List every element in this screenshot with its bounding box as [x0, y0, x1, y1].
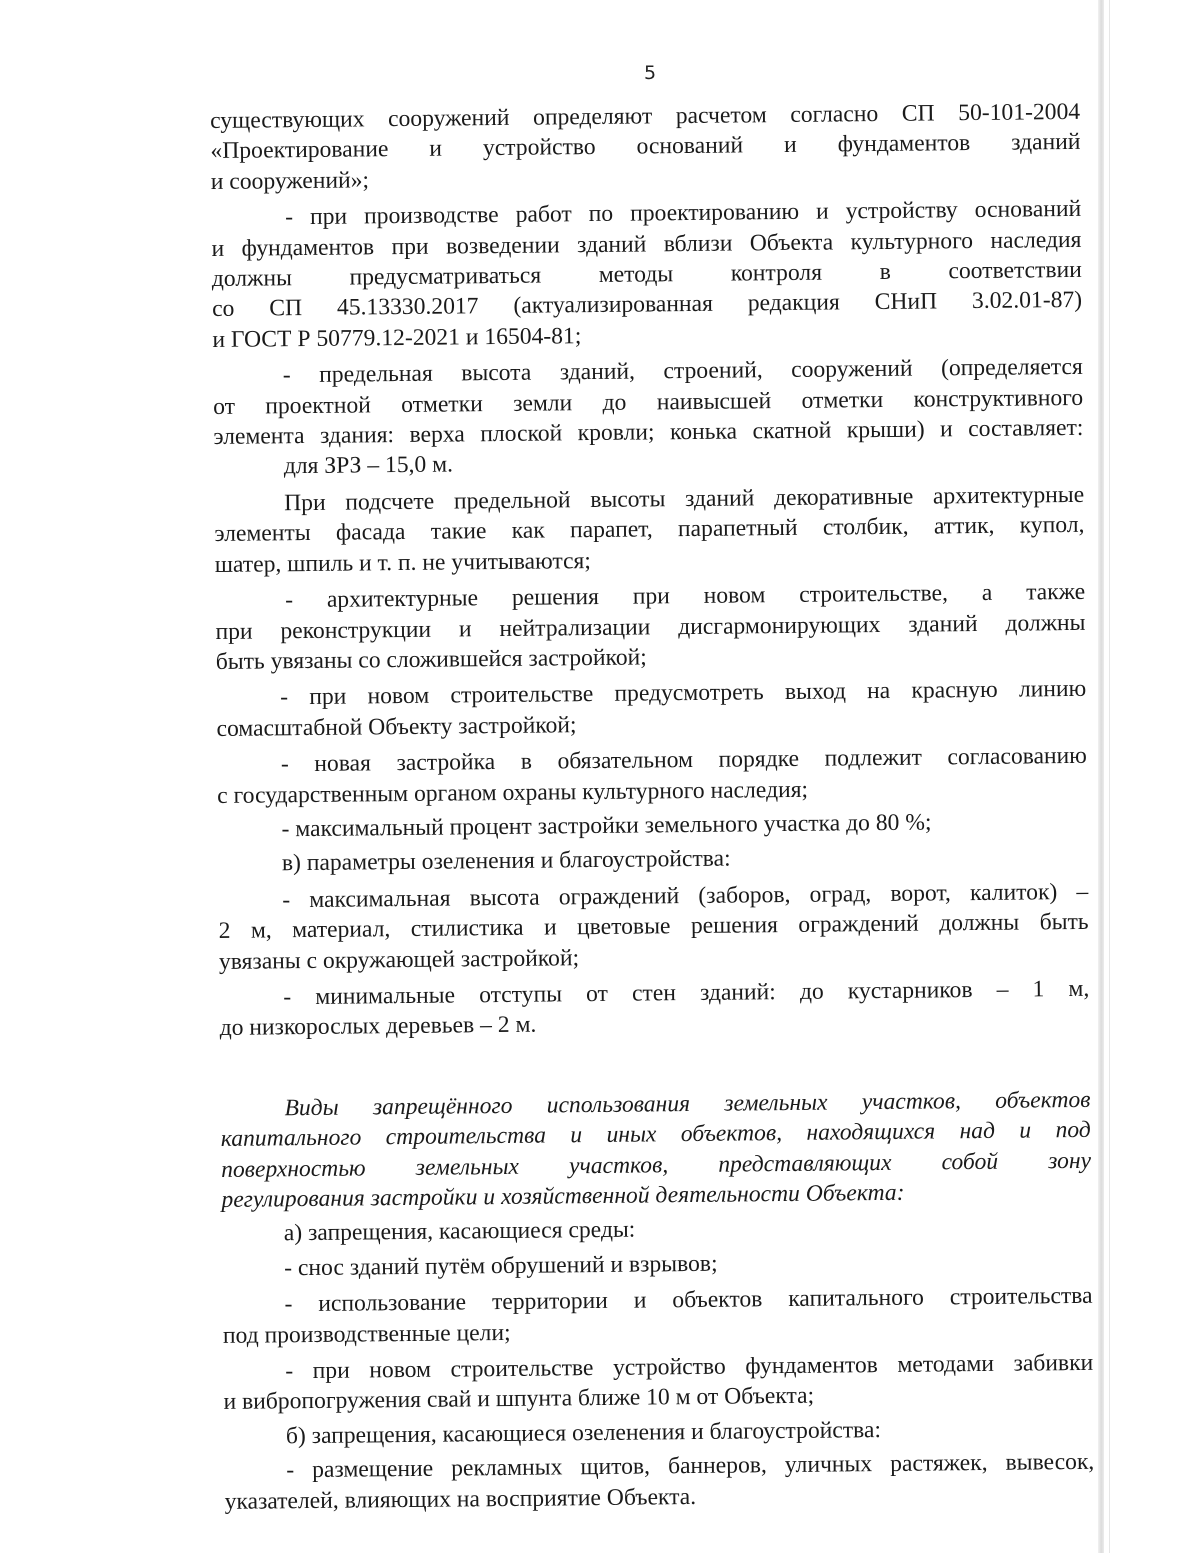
text-line: шатер, шпиль и т. п. не учитываются; [214, 547, 592, 578]
paragraph [224, 1447, 1095, 1517]
section-heading [220, 1085, 1091, 1216]
text-line: - архитектурные решения при новом строительстве, а также [285, 578, 1086, 614]
text-line: при реконструкции и нейтрализации дисгармонирующих зданий должны [215, 609, 1086, 645]
paragraph [211, 194, 1083, 355]
text-line: существующих сооружений определяют расчетом согласно СП 50-101-2004 [210, 98, 1081, 134]
text-line: - при новом строительстве предусмотреть выход на красную линию [280, 676, 1087, 711]
text-line: с государственным органом охраны культурного наследия; [217, 776, 809, 809]
text-line: - снос зданий путём обрушений и взрывов; [284, 1250, 718, 1282]
text-line: При подсчете предельной высоты зданий декоративные архитектурные [284, 481, 1085, 517]
text-line: до низкорослых деревьев – 2 м. [219, 1012, 537, 1042]
text-line: для ЗРЗ – 15,0 м. [283, 451, 454, 480]
text-line: - использование территории и объектов капитального строительства [284, 1283, 1093, 1318]
text-line: - при производстве работ по проектированию и устройству оснований [285, 196, 1082, 231]
paragraph [222, 1210, 1092, 1250]
text-line: - минимальные отступы от стен зданий: до кустарников – 1 м, [283, 975, 1090, 1011]
text-line: - размещение рекламных щитов, баннеров, уличных растяжек, вывесок, [286, 1449, 1095, 1484]
text-line: элемента здания: верха плоской кровли; конька скатной крыши) и составляет: [213, 414, 1084, 451]
paragraph [222, 1245, 1092, 1285]
text-line: и сооружений»; [210, 167, 370, 195]
text-line: под производственные цели; [222, 1319, 511, 1349]
paragraph [222, 1281, 1093, 1351]
text-line: - новая застройка в обязательном порядке подлежит согласованию [280, 742, 1087, 778]
paragraph [219, 974, 1090, 1044]
text-line: и вибропогружения свай и шпунта ближе 10 м от Объекта; [223, 1383, 815, 1416]
text-line: - предельная высота зданий, строений, сооружений (определяется [282, 354, 1083, 389]
paragraph [216, 674, 1087, 744]
text-line: и ГОСТ Р 50779.12-2021 и 16504-81; [212, 322, 582, 353]
heading-line: Виды запрещённого использования земельных участков, объектов [284, 1086, 1091, 1122]
text-line: «Проектирование и устройство оснований и фундаментов зданий [210, 129, 1081, 165]
scan-edge-line [1109, 0, 1110, 1553]
text-line: сомасштабной Объекту застройкой; [216, 711, 577, 742]
paragraph [217, 806, 1087, 846]
text-line: со СП 45.13330.2017 (актуализированная редакция СНиП 3.02.01-87) [211, 287, 1083, 323]
text-line: элементы фасада такие как парапет, парапетный столбик, аттик, купол, [214, 512, 1085, 548]
text-line: указателей, влияющих на восприятие Объекта. [224, 1483, 697, 1515]
heading-line: поверхностью земельных участков, представляющих собой зону [221, 1147, 1092, 1183]
text-line: увязаны с окружающей застройкой; [218, 944, 580, 975]
text-line: - максимальная высота ограждений (заборов, оград, ворот, калиток) – [282, 878, 1089, 914]
text-line: 2 м, материал, стилистика и цветовые решения ограждений должны быть [218, 909, 1089, 945]
paragraph [215, 577, 1086, 677]
paragraph [213, 352, 1084, 483]
text-line: быть увязаны со сложившейся застройкой; [215, 644, 647, 675]
paragraph [218, 840, 1088, 880]
text-line: - при новом строительстве устройство фундаментов методами забивки [285, 1349, 1094, 1385]
document-body [210, 97, 1095, 1519]
paragraph [218, 877, 1089, 977]
text-line: должны предусматриваться методы контроля в соответствии [211, 256, 1082, 293]
paragraph [224, 1413, 1094, 1453]
paragraph [214, 480, 1085, 580]
text-line: б) запрещения, касающиеся озеленения и благоустройства: [285, 1416, 882, 1450]
paragraph [223, 1348, 1094, 1418]
text-line: и фундаментов при возведении зданий вблизи Объекта культурного наследия [211, 226, 1082, 262]
heading-line: регулирования застройки и хозяйственной деятельности Объекта: [221, 1179, 905, 1213]
text-line: а) запрещения, касающиеся среды: [283, 1217, 636, 1247]
paragraph [217, 741, 1088, 811]
page-number: 5 [643, 62, 657, 84]
scan-edge-shadow [1098, 0, 1104, 1553]
paragraph [210, 97, 1081, 197]
text-line: от проектной отметки земли до наивысшей отметки конструктивного [213, 384, 1084, 420]
heading-line: капитального строительства и иных объектов, находящихся над и под [220, 1117, 1091, 1153]
text-line: - максимальный процент застройки земельного участка до 80 %; [281, 809, 932, 843]
text-line: в) параметры озеленения и благоустройства: [281, 845, 731, 877]
